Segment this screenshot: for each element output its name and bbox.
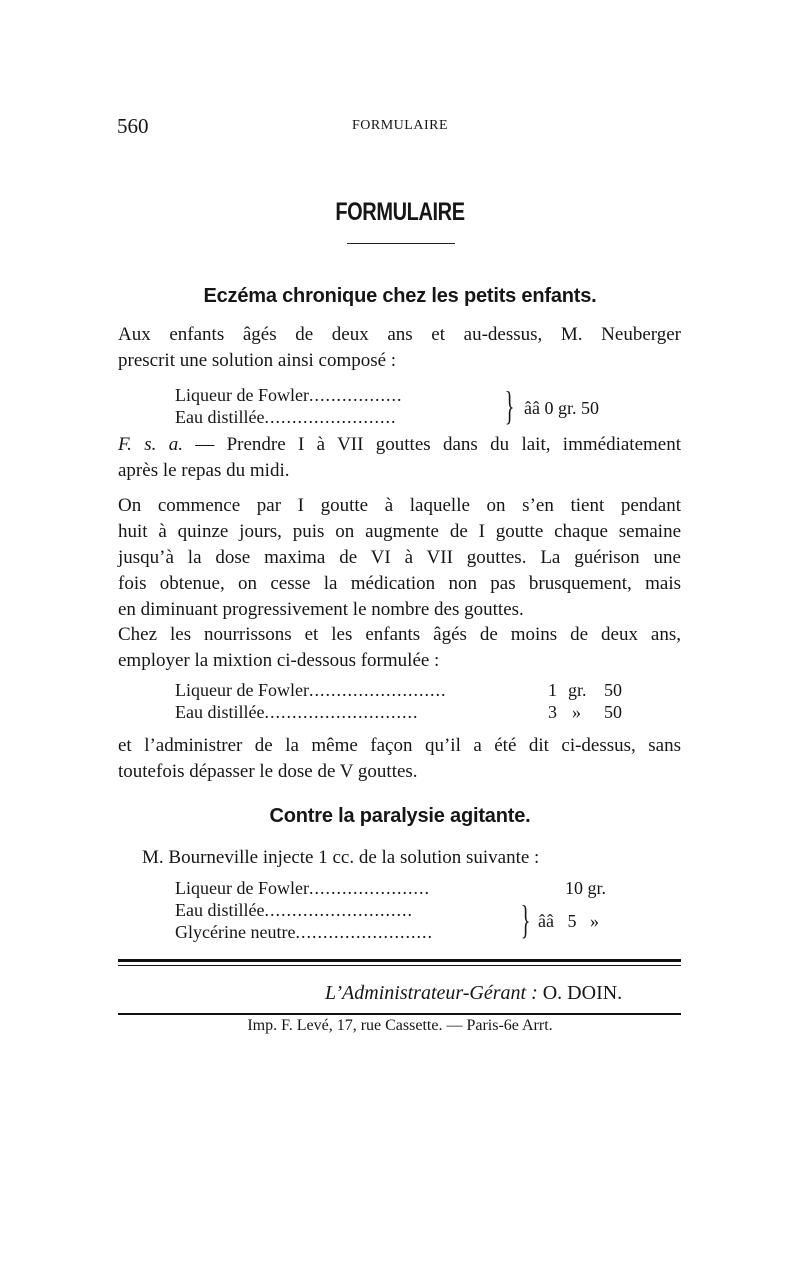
leader-dots: ........................... bbox=[264, 900, 413, 920]
text-line: On commence par I goutte à laquelle on s’en tient pendant bbox=[118, 495, 681, 516]
ingredient-name: Liqueur de Fowler bbox=[175, 385, 309, 405]
recipe-3-item bbox=[175, 921, 433, 943]
text-line: Aux enfants âgés de deux ans et au-dessus, M. Neuberger bbox=[118, 324, 681, 345]
recipe-2-unit: » bbox=[572, 702, 581, 722]
leader-dots: ........................ bbox=[264, 407, 397, 427]
text-line: F. s. a. — Prendre I à VII gouttes dans du lait, immédiatement bbox=[118, 434, 681, 455]
ingredient-name: Liqueur de Fowler bbox=[175, 680, 309, 700]
dosage-paragraph bbox=[118, 493, 681, 623]
section-heading-eczema: Eczéma chronique chez les petits enfants. bbox=[203, 285, 597, 307]
leader-dots: ............................ bbox=[264, 702, 419, 722]
text-line: fois obtenue, on cesse la médication non pas brusquement, mais bbox=[118, 573, 681, 594]
text-line: toutefois dépasser le dose de V gouttes. bbox=[118, 761, 418, 782]
recipe-2-unit: gr. bbox=[568, 680, 587, 700]
manager-label: L’Administrateur-Gérant : bbox=[325, 982, 538, 1004]
brace-icon: } bbox=[520, 897, 531, 942]
recipe-2-item bbox=[175, 679, 446, 701]
leader-dots: ......................... bbox=[308, 680, 447, 700]
imprint: Imp. F. Levé, 17, rue Cassette. — Paris-6e Arrt. bbox=[247, 1017, 553, 1034]
administer-paragraph bbox=[118, 733, 681, 785]
page-number: 560 bbox=[117, 114, 149, 138]
ingredient-name: Eau distillée bbox=[175, 900, 265, 920]
brace-icon: } bbox=[504, 383, 515, 428]
text-line: jusqu’à la dose maxima de VI à VII gouttes. La guérison une bbox=[118, 547, 681, 568]
recipe-2-qty: 1 bbox=[548, 680, 557, 700]
leader-dots: ...................... bbox=[308, 878, 430, 898]
text-line: et l’administrer de la même façon qu’il a été dit ci-dessus, sans bbox=[118, 735, 681, 756]
section-heading-paralysis: Contre la paralysie agitante. bbox=[269, 805, 531, 827]
recipe-2-qty: 3 bbox=[548, 702, 557, 722]
infants-paragraph bbox=[118, 622, 681, 674]
recipe-1-item bbox=[175, 406, 396, 428]
leader-dots: ................. bbox=[308, 385, 403, 405]
manager-name: O. DOIN. bbox=[542, 982, 623, 1004]
text-line: huit à quinze jours, puis on augmente de I goutte chaque semaine bbox=[118, 521, 681, 542]
recipe-3-dose: ââ 5 » bbox=[538, 911, 599, 931]
eczema-intro bbox=[118, 322, 681, 374]
recipe-2-frac: 50 bbox=[604, 702, 622, 722]
page-title: FORMULAIRE bbox=[335, 198, 465, 226]
fs-label: F. s. a. bbox=[118, 434, 183, 455]
ingredient-name: Glycérine neutre bbox=[175, 922, 296, 942]
leader-dots: ......................... bbox=[295, 922, 433, 942]
recipe-2-item bbox=[175, 701, 418, 723]
text-line: en diminuant progressivement le nombre des gouttes. bbox=[118, 599, 524, 620]
title-rule bbox=[347, 243, 455, 244]
text-line: prescrit une solution ainsi composé : bbox=[118, 350, 397, 371]
manager-signature bbox=[325, 982, 622, 1005]
recipe-1-dose: ââ 0 gr. 50 bbox=[524, 398, 599, 418]
recipe-2-frac: 50 bbox=[604, 680, 622, 700]
text-line: après le repas du midi. bbox=[118, 460, 290, 481]
administration-paragraph bbox=[118, 432, 681, 484]
text-line: employer la mixtion ci-dessous formulée : bbox=[118, 650, 440, 671]
recipe-3-qty: 10 gr. bbox=[565, 878, 607, 898]
ingredient-name: Eau distillée bbox=[175, 407, 265, 427]
ingredient-name: Liqueur de Fowler bbox=[175, 878, 309, 898]
footer-rule-thin bbox=[118, 965, 681, 966]
paralysis-intro: M. Bourneville injecte 1 cc. de la solution suivante : bbox=[142, 847, 540, 868]
running-head: FORMULAIRE bbox=[351, 118, 448, 133]
footer-rule-thick bbox=[118, 959, 681, 962]
text-line: Chez les nourrissons et les enfants âgés de moins de deux ans, bbox=[118, 624, 681, 645]
ingredient-name: Eau distillée bbox=[175, 702, 265, 722]
recipe-3-item bbox=[175, 877, 430, 899]
recipe-1-item bbox=[175, 384, 402, 406]
recipe-3-item bbox=[175, 899, 413, 921]
footer-rule-lower bbox=[118, 1013, 681, 1015]
